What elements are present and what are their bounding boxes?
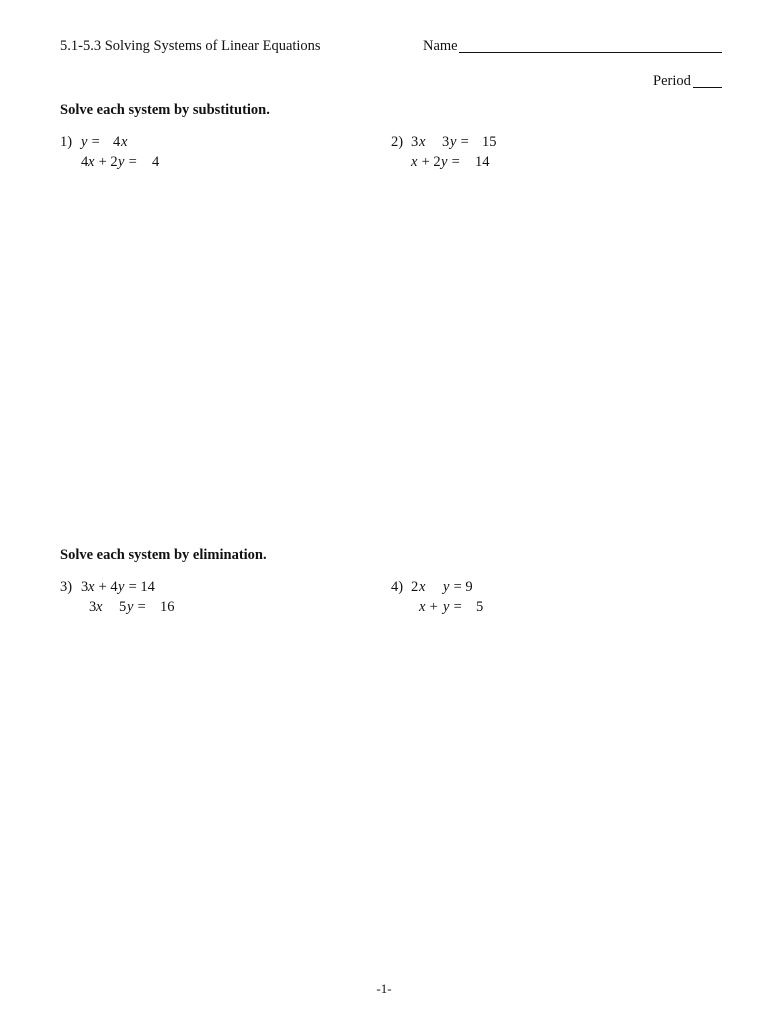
eq-term: + 2 — [95, 154, 118, 170]
eq-term: y — [81, 134, 88, 150]
eq-term: + 2 — [418, 154, 441, 170]
eq-term: = — [450, 599, 466, 615]
eq-term: x — [88, 579, 95, 595]
eq-term: y — [127, 599, 134, 615]
eq-term: y — [443, 599, 450, 615]
eq-term: y — [450, 134, 457, 150]
eq-term: = 14 — [125, 579, 155, 595]
eq-term: 3 — [81, 579, 89, 595]
page-number: -1- — [376, 981, 392, 996]
eq-term: x — [419, 134, 426, 150]
eq-term: 3 — [89, 599, 97, 615]
eq-term: 2 — [411, 579, 419, 595]
eq-term: y — [443, 579, 450, 595]
name-label: Name — [423, 38, 458, 54]
eq-term: y — [118, 154, 125, 170]
eq-term: x — [121, 134, 128, 150]
eq-term: x — [419, 579, 426, 595]
eq-term: 4 — [81, 154, 89, 170]
eq-term: 15 — [482, 134, 497, 150]
problem-number: 3) — [60, 579, 73, 595]
section-instruction-elimination: Solve each system by elimination. — [60, 547, 267, 563]
problem-number: 4) — [391, 579, 404, 595]
eq-term: + — [426, 599, 442, 615]
eq-term: + 4 — [95, 579, 118, 595]
eq-term: x — [419, 599, 426, 615]
eq-term: 5 — [476, 599, 484, 615]
eq-term: 3 — [411, 134, 419, 150]
eq-term: = — [125, 154, 141, 170]
eq-term: x — [88, 154, 95, 170]
eq-term: 5 — [119, 599, 127, 615]
eq-term: x — [96, 599, 103, 615]
eq-term: = — [88, 134, 104, 150]
eq-term: = — [457, 134, 473, 150]
worksheet-title: 5.1-5.3 Solving Systems of Linear Equations — [60, 38, 321, 54]
eq-term: = — [134, 599, 150, 615]
problem-number: 2) — [391, 134, 404, 150]
eq-term: 4 — [113, 134, 121, 150]
eq-term: 16 — [160, 599, 175, 615]
eq-term: x — [411, 154, 418, 170]
eq-term: = — [448, 154, 464, 170]
eq-term: 3 — [442, 134, 450, 150]
period-label: Period — [653, 73, 691, 89]
eq-term: 4 — [152, 154, 160, 170]
section-instruction-substitution: Solve each system by substitution. — [60, 102, 270, 118]
eq-term: = 9 — [450, 579, 473, 595]
name-blank-line[interactable] — [459, 52, 722, 53]
period-blank-line[interactable] — [693, 87, 722, 88]
eq-term: 14 — [475, 154, 490, 170]
problem-number: 1) — [60, 134, 73, 150]
eq-term: y — [118, 579, 125, 595]
eq-term: y — [441, 154, 448, 170]
